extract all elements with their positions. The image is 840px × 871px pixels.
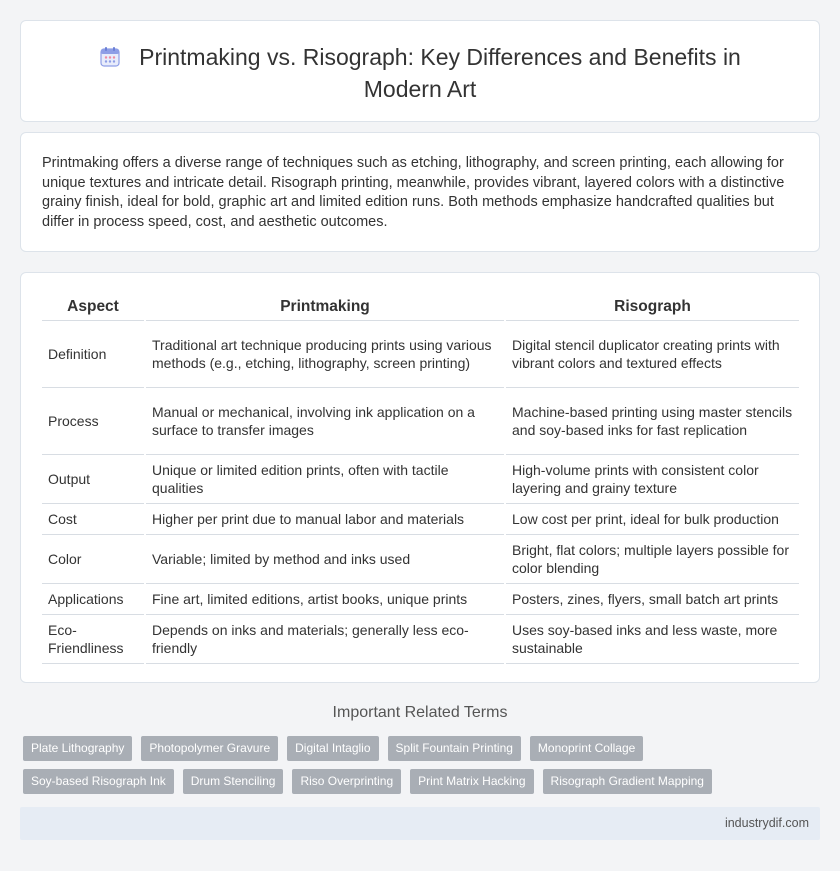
- table-row: [42, 454, 799, 503]
- related-term-tag[interactable]: Digital Intaglio: [287, 736, 378, 761]
- related-term-tag[interactable]: Drum Stenciling: [183, 769, 284, 794]
- related-term-tag[interactable]: Photopolymer Gravure: [141, 736, 278, 761]
- table-header-row: [42, 294, 799, 320]
- related-term-tag[interactable]: Risograph Gradient Mapping: [543, 769, 712, 794]
- row-aspect: Color: [42, 534, 145, 583]
- table-row: [42, 503, 799, 534]
- page-title-text: Printmaking vs. Risograph: Key Differences and Benefits in Modern Art: [139, 44, 741, 102]
- calendar-icon: [99, 46, 121, 75]
- related-term-tag[interactable]: Plate Lithography: [23, 736, 132, 761]
- footer-site-link[interactable]: industrydif.com: [724, 816, 809, 830]
- row-risograph: Machine-based printing using master stencils and soy-based inks for fast replication: [505, 387, 799, 454]
- related-term-tag[interactable]: Monoprint Collage: [530, 736, 643, 761]
- row-aspect: Cost: [42, 503, 145, 534]
- table-row: [42, 387, 799, 454]
- related-terms-title: Important Related Terms: [332, 704, 508, 721]
- row-printmaking: Depends on inks and materials; generally less eco-friendly: [145, 614, 505, 663]
- row-risograph: Low cost per print, ideal for bulk production: [505, 503, 799, 534]
- related-terms-list: [23, 736, 803, 794]
- header-risograph: Risograph: [505, 294, 799, 320]
- row-risograph: Uses soy-based inks and less waste, more sustainable: [505, 614, 799, 663]
- page-title: [81, 43, 759, 104]
- row-aspect: Process: [42, 387, 145, 454]
- comparison-table: [42, 294, 799, 664]
- row-printmaking: Variable; limited by method and inks used: [145, 534, 505, 583]
- table-row: [42, 583, 799, 614]
- row-printmaking: Unique or limited edition prints, often with tactile qualities: [145, 454, 505, 503]
- row-risograph: High-volume prints with consistent color layering and grainy texture: [505, 454, 799, 503]
- row-risograph: Bright, flat colors; multiple layers possible for color blending: [505, 534, 799, 583]
- related-term-tag[interactable]: Split Fountain Printing: [388, 736, 521, 761]
- row-aspect: Applications: [42, 583, 145, 614]
- row-printmaking: Traditional art technique producing prints using various methods (e.g., etching, lithography, screen printing): [145, 320, 505, 387]
- related-term-tag[interactable]: Print Matrix Hacking: [410, 769, 533, 794]
- header-card: [20, 20, 820, 122]
- intro-card: [20, 132, 820, 252]
- row-risograph: Digital stencil duplicator creating prints with vibrant colors and textured effects: [505, 320, 799, 387]
- related-term-tag[interactable]: Riso Overprinting: [292, 769, 401, 794]
- row-risograph: Posters, zines, flyers, small batch art prints: [505, 583, 799, 614]
- intro-paragraph: Printmaking offers a diverse range of techniques such as etching, lithography, and screen printing, each allowing for unique textures and intricate detail. Risograph printing, meanwhile, provides vibrant, layered colors with a distinctive grainy finish, ideal for bold, graphic art and limited edition runs. Both methods emphasize handcrafted qualities but differ in process speed, cost, and aesthetic outcomes.: [42, 155, 785, 230]
- header-printmaking: Printmaking: [145, 294, 505, 320]
- row-printmaking: Higher per print due to manual labor and materials: [145, 503, 505, 534]
- table-row: [42, 320, 799, 387]
- row-aspect: Eco-Friendliness: [42, 614, 145, 663]
- table-row: [42, 534, 799, 583]
- row-printmaking: Manual or mechanical, involving ink application on a surface to transfer images: [145, 387, 505, 454]
- row-aspect: Output: [42, 454, 145, 503]
- header-aspect: Aspect: [42, 294, 145, 320]
- related-term-tag[interactable]: Soy-based Risograph Ink: [23, 769, 174, 794]
- table-row: [42, 614, 799, 663]
- row-printmaking: Fine art, limited editions, artist books, unique prints: [145, 583, 505, 614]
- comparison-card: [20, 272, 820, 683]
- row-aspect: Definition: [42, 320, 145, 387]
- footer: [20, 807, 820, 840]
